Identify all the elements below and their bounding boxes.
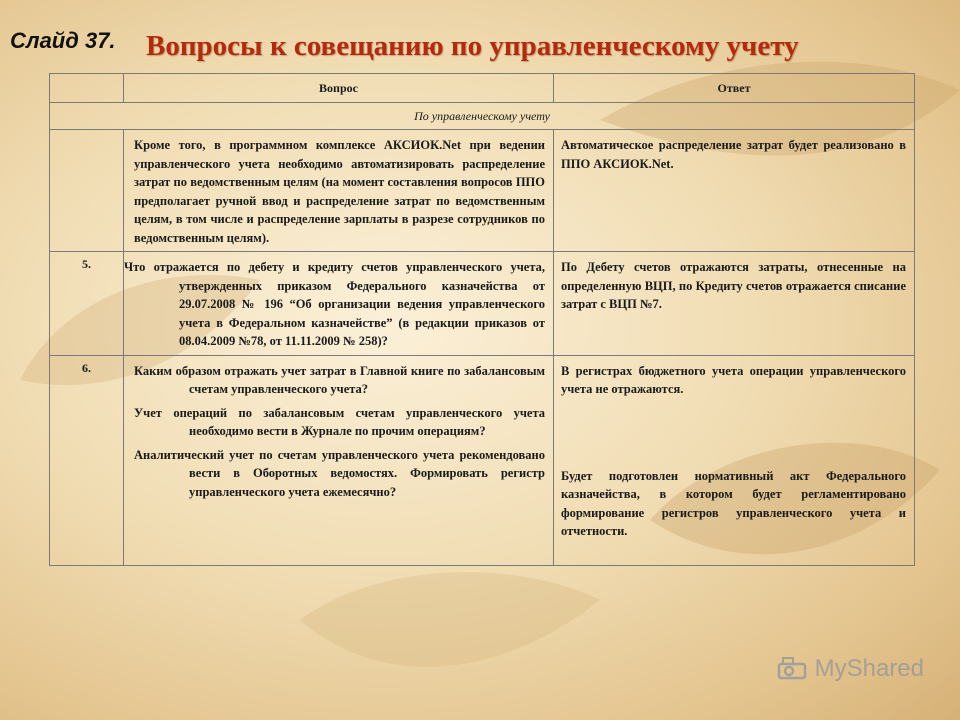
table-header-row (50, 74, 915, 103)
header-number (50, 74, 124, 103)
header-answer: Ответ (554, 74, 915, 103)
table-row (50, 355, 915, 565)
question-text: Каким образом отражать учет затрат в Главной книге по забалансовым счетам управленческого учета? (134, 363, 545, 396)
answer-cell (554, 355, 915, 565)
row-number (50, 130, 124, 252)
answer-cell: По Дебету счетов отражаются затраты, отнесенные на определенную ВЦП, по Кредиту счетов отражается списание затрат с ВЦП №7. (554, 252, 915, 356)
answer-cell: Автоматическое распределение затрат будет реализовано в ППО АКСИОК.Net. (554, 130, 915, 252)
question-cell (124, 355, 554, 565)
table-row (50, 130, 915, 252)
slide-number: Слайд 37. (10, 28, 116, 53)
answer-text: В регистрах бюджетного учета операции управленческого учета не отражаются. (561, 363, 906, 396)
section-label: По управленческому учету (50, 103, 915, 130)
questions-table (49, 73, 915, 566)
table-row (50, 252, 915, 356)
section-row (50, 103, 915, 130)
question-text: Учет операций по забалансовым счетам управленческого учета необходимо вести в Журнале по прочим операциям? (134, 405, 545, 438)
watermark-text: MyShared (814, 655, 924, 682)
row-number: 5. (50, 252, 124, 356)
answer-text: Будет подготовлен нормативный акт Федерального казначейства, в котором будет регламентировано формирование регистров управленческого учета и отчетности. (561, 468, 906, 538)
question-cell: Что отражается по дебету и кредиту счетов управленческого учета, утвержденных приказом Федерального казначейства от 29.07.2008 № 196 “Об организации ведения управленческого учета в Федеральном казначействе” (в редакции приказов от 08.04.2009 №78, от 11.11.2009 № 258)? (124, 252, 554, 356)
question-cell: Кроме того, в программном комплексе АКСИОК.Net при ведении управленческого учета необходимо автоматизировать распределение затрат по ведомственным целям (на момент составления вопросов ППО предполагает ручной ввод и распределение затрат по ведомственным целям, в том числе и распределение зарплаты в разрезе сотрудников по ведомственным целям). (124, 130, 554, 252)
question-text: Аналитический учет по счетам управленческого учета рекомендовано вести в Оборотных ведомостях. Формировать регистр управленческого учета ежемесячно? (134, 447, 545, 499)
projector-icon (777, 656, 811, 682)
slide-title: Вопросы к совещанию по управленческому учету (146, 30, 799, 62)
row-number: 6. (50, 355, 124, 565)
header-question: Вопрос (124, 74, 554, 103)
watermark (777, 655, 924, 683)
